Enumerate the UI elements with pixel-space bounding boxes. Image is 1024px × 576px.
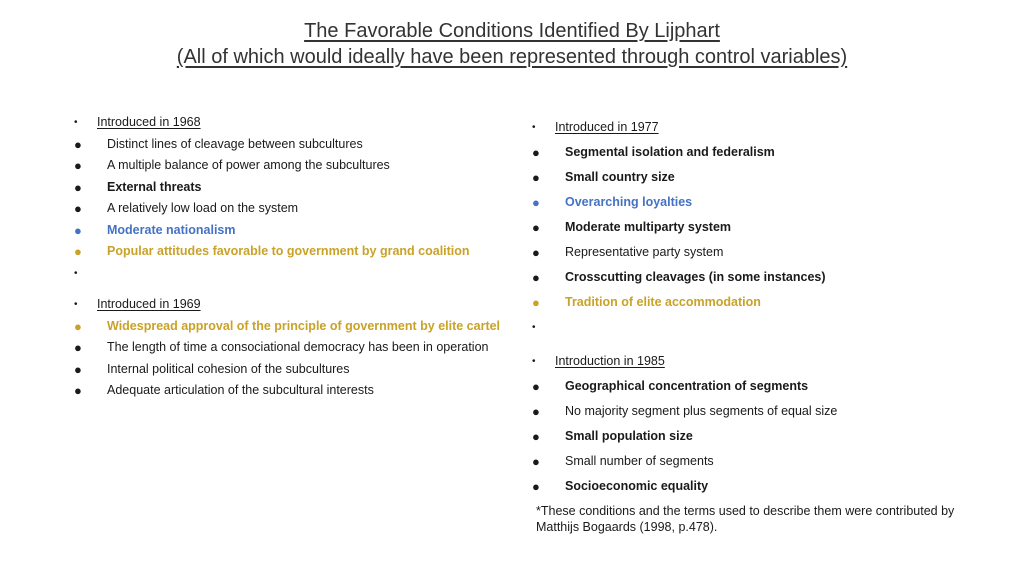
title-line-2: (All of which would ideally have been represented through control variables): [176, 46, 848, 68]
list-item: ● Representative party system: [532, 240, 972, 265]
right-column: [532, 115, 972, 499]
list-item: ● Small country size: [532, 165, 972, 190]
list-item: ● A relatively low load on the system: [74, 198, 514, 220]
bullet-icon: ●: [532, 170, 540, 185]
bullet-icon: •: [74, 267, 78, 279]
bullet-icon: ●: [532, 379, 540, 394]
slide-title: [0, 18, 1024, 70]
footnote: *These conditions and the terms used to describe them were contributed by Matthijs Bogaards (1998, p.478).: [536, 504, 955, 534]
group-heading-1977: • Introduced in 1977: [532, 115, 972, 140]
list-item: ● Adequate articulation of the subcultural interests: [74, 380, 514, 402]
left-column: [74, 112, 514, 402]
group-heading-1985: • Introduction in 1985: [532, 349, 972, 374]
bullet-icon: ●: [74, 318, 82, 334]
list-item: ● The length of time a consociational democracy has been in operation: [74, 337, 514, 359]
bullet-icon: •: [74, 117, 78, 128]
bullet-icon: ●: [532, 295, 540, 310]
bullet-icon: ●: [532, 245, 540, 260]
group-heading-1969: • Introduced in 1969: [74, 294, 514, 316]
bullet-icon: ●: [74, 201, 82, 216]
list-item: ● Small number of segments: [532, 449, 972, 474]
list-item: ● Segmental isolation and federalism: [532, 140, 972, 165]
group-heading-1968: • Introduced in 1968: [74, 112, 514, 134]
bullet-icon: ●: [532, 429, 540, 444]
list-item: ● Small population size: [532, 424, 972, 449]
list-item: ● Distinct lines of cleavage between subcultures: [74, 134, 514, 156]
list-item: ● Tradition of elite accommodation: [532, 290, 972, 315]
list-item: ● Crosscutting cleavages (in some instances): [532, 265, 972, 290]
list-item: ● External threats: [74, 177, 514, 199]
bullet-icon: ●: [532, 195, 540, 210]
bullet-icon: •: [532, 122, 536, 133]
bullet-icon: ●: [532, 270, 540, 285]
list-item: ● A multiple balance of power among the subcultures: [74, 155, 514, 177]
bullet-icon: ●: [532, 404, 540, 419]
bullet-icon: ●: [74, 136, 82, 152]
list-item: ● No majority segment plus segments of equal size: [532, 399, 972, 424]
bullet-icon: •: [532, 356, 536, 367]
list-item: ● Moderate multiparty system: [532, 215, 972, 240]
list-item: ● Popular attitudes favorable to government by grand coalition: [74, 241, 514, 263]
empty-list-item: [74, 263, 514, 285]
bullet-icon: ●: [74, 383, 82, 398]
bullet-icon: •: [532, 322, 536, 333]
bullet-icon: ●: [74, 179, 82, 195]
list-item: ● Geographical concentration of segments: [532, 374, 972, 399]
bullet-icon: ●: [532, 479, 540, 494]
bullet-icon: ●: [74, 361, 82, 377]
empty-list-item: [532, 315, 972, 340]
bullet-icon: ●: [532, 220, 540, 235]
list-item: ● Overarching loyalties: [532, 190, 972, 215]
bullet-icon: •: [74, 299, 78, 310]
bullet-icon: ●: [532, 145, 540, 160]
bullet-icon: ●: [532, 454, 540, 469]
title-line-1: The Favorable Conditions Identified By Lijphart: [304, 20, 720, 42]
list-item: ● Socioeconomic equality: [532, 474, 972, 499]
bullet-icon: ●: [74, 244, 82, 259]
list-item: ● Widespread approval of the principle of government by elite cartel: [74, 316, 514, 338]
list-item: ● Moderate nationalism: [74, 220, 514, 242]
bullet-icon: ●: [74, 222, 82, 238]
bullet-icon: ●: [74, 158, 82, 173]
list-item: ● Internal political cohesion of the subcultures: [74, 359, 514, 381]
bullet-icon: ●: [74, 340, 82, 355]
